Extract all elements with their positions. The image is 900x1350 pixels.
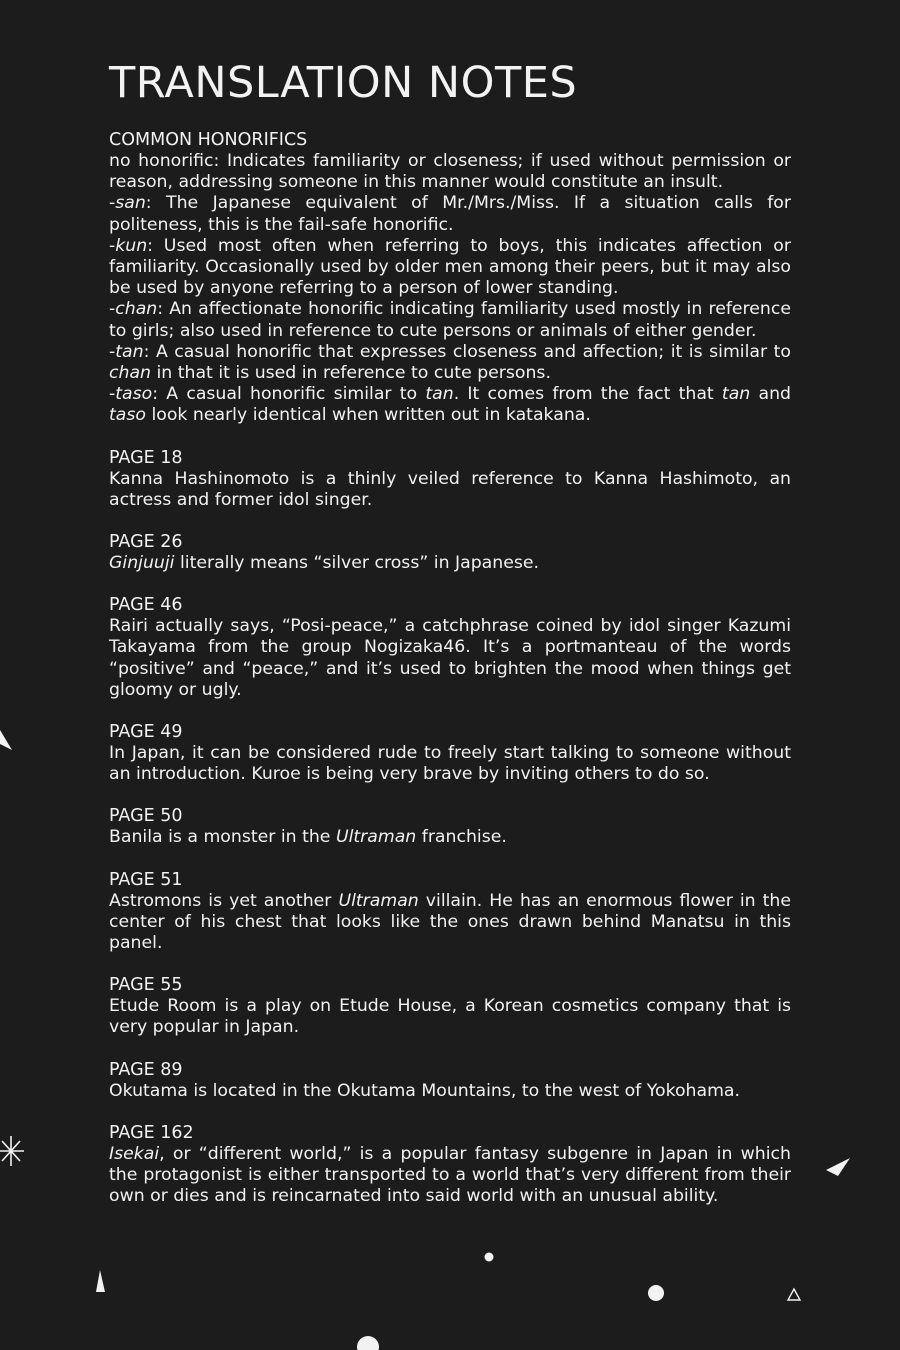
note-text: Okutama is located in the Okutama Mountains, to the west of Yokohama.: [109, 1080, 740, 1101]
honorific-none: no honorific: Indicates familiarity or closeness; if used without permission or reason, addressing someone in this manner would constitute an insult.: [109, 151, 791, 193]
honorific-tan: -tan: A casual honorific that expresses closeness and affection; it is similar to chan in that it is used in reference to cute persons.: [109, 341, 791, 384]
note-page-55: [109, 975, 791, 1038]
note-page-89: [109, 1060, 791, 1102]
dot-icon: [355, 1334, 381, 1350]
triangle-icon: [0, 728, 14, 752]
note-text: Ginjuuji literally means “silver cross” in Japanese.: [109, 553, 539, 574]
note-text: Etude Room is a play on Etude House, a Korean cosmetics company that is very popular in Japan.: [109, 996, 791, 1038]
note-heading: PAGE 89: [109, 1059, 183, 1080]
section-heading: COMMON HONORIFICS: [109, 130, 308, 150]
note-text: Astromons is yet another Ultraman villain. He has an enormous flower in the center of his chest that looks like the ones drawn behind Manatsu in this panel.: [109, 890, 791, 954]
note-heading: PAGE 50: [109, 806, 183, 827]
triangle-icon: [94, 1270, 108, 1294]
note-text: Isekai, or “different world,” is a popular fantasy subgenre in Japan in which the protagonist is either transported to a world that’s very different from their own or dies and is reincarnated into said world with an unusual ability.: [109, 1143, 791, 1207]
honorific-kun: -kun: Used most often when referring to boys, this indicates affection or familiarity. Occasionally used by older men among their peers, but it may also be used by anyone referring to a person of lower standing.: [109, 235, 791, 299]
honorific-san: -san: The Japanese equivalent of Mr./Mrs./Miss. If a situation calls for politeness, this is the fail-safe honorific.: [109, 193, 791, 235]
note-heading: PAGE 49: [109, 722, 183, 743]
note-heading: PAGE 26: [109, 532, 183, 553]
note-page-162: [109, 1123, 791, 1208]
translation-notes-page: [109, 58, 791, 1229]
triangle-icon: [824, 1156, 852, 1178]
note-page-49: [109, 722, 791, 785]
triangle-outline-icon: [786, 1287, 802, 1303]
note-heading: PAGE 162: [109, 1122, 194, 1143]
honorifics-section: [109, 130, 791, 427]
honorific-taso: -taso: A casual honorific similar to tan. It comes from the fact that tan and taso look nearly identical when written out in katakana.: [109, 384, 792, 426]
sparkle-icon: [0, 1134, 26, 1168]
note-heading: PAGE 18: [109, 447, 183, 468]
note-page-50: [109, 806, 791, 848]
page-title: TRANSLATION NOTES: [109, 58, 578, 108]
honorific-chan: -chan: An affectionate honorific indicating familiarity used mostly in reference to girls; also used in reference to cute persons or animals of either gender.: [109, 299, 791, 341]
note-heading: PAGE 55: [109, 975, 183, 996]
dot-icon: [646, 1283, 666, 1303]
note-text: Banila is a monster in the Ultraman franchise.: [109, 827, 507, 848]
note-heading: PAGE 46: [109, 595, 183, 616]
note-heading: PAGE 51: [109, 869, 183, 890]
note-page-51: [109, 870, 791, 955]
note-text: Kanna Hashinomoto is a thinly veiled reference to Kanna Hashimoto, an actress and former idol singer.: [109, 468, 791, 510]
note-page-18: [109, 448, 791, 511]
note-text: Rairi actually says, “Posi-peace,” a catchphrase coined by idol singer Kazumi Takayama from the group Nogizaka46. It’s a portmanteau of the words “positive” and “peace,” and it’s used to brighten the mood when things get gloomy or ugly.: [109, 616, 791, 700]
note-page-46: [109, 595, 791, 701]
note-page-26: [109, 532, 791, 574]
note-text: In Japan, it can be considered rude to freely start talking to someone without an introduction. Kuroe is being very brave by inviting others to do so.: [109, 743, 791, 785]
dot-icon: [483, 1251, 495, 1263]
